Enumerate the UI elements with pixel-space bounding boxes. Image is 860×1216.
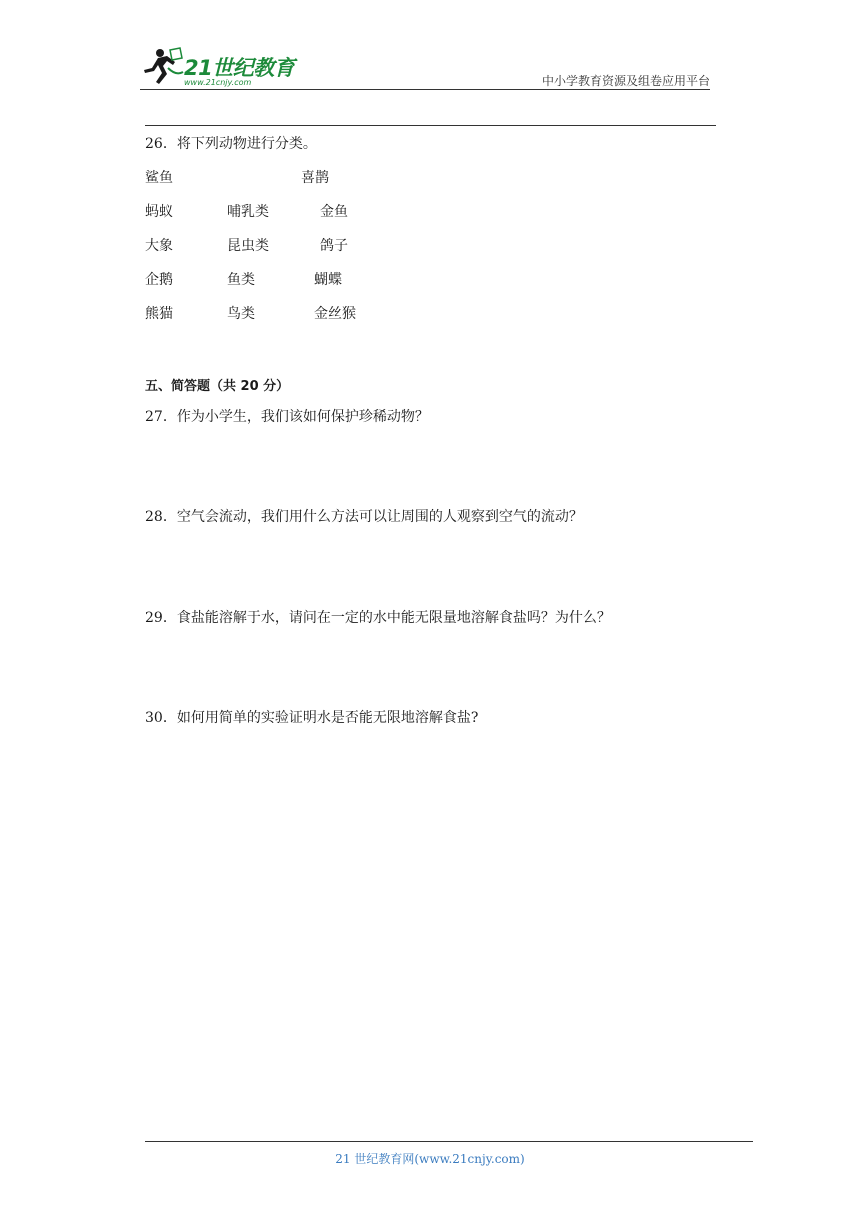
animal-item: 大象	[145, 238, 173, 254]
logo-text: 21世纪教育	[184, 56, 295, 80]
category-item: 昆虫类	[227, 238, 269, 254]
animal-item: 蚂蚁	[145, 204, 173, 220]
question-28: 28．空气会流动，我们用什么方法可以让周围的人观察到空气的流动？	[145, 509, 583, 525]
footer-divider	[145, 1141, 753, 1142]
runner-logo-icon	[140, 46, 184, 86]
animal-item: 喜鹊	[301, 170, 329, 186]
animal-item: 鲨鱼	[145, 170, 173, 186]
platform-title: 中小学教育资源及组卷应用平台	[541, 74, 710, 88]
logo-url: www.21cnjy.com	[184, 78, 252, 87]
footer-text: 21 世纪教育网(www.21cnjy.com)	[335, 1152, 525, 1166]
question-26-title: 26．将下列动物进行分类。	[145, 136, 317, 152]
question-27: 27．作为小学生，我们该如何保护珍稀动物？	[145, 409, 429, 425]
site-logo	[140, 44, 305, 90]
question-30: 30．如何用简单的实验证明水是否能无限地溶解食盐?	[145, 710, 479, 726]
animal-item: 蝴蝶	[314, 272, 342, 288]
animal-item: 企鹅	[145, 272, 173, 288]
section-heading: 五、简答题（共 20 分）	[145, 379, 290, 394]
header-divider	[140, 89, 710, 90]
animal-item: 金鱼	[320, 204, 348, 220]
category-item: 哺乳类	[227, 204, 269, 220]
animal-item: 鸽子	[320, 238, 348, 254]
content-divider	[145, 125, 716, 126]
category-item: 鸟类	[227, 306, 255, 322]
question-29: 29．食盐能溶解于水，请问在一定的水中能无限量地溶解食盐吗？为什么？	[145, 610, 611, 626]
animal-item: 金丝猴	[314, 306, 356, 322]
animal-item: 熊猫	[145, 306, 173, 322]
category-item: 鱼类	[227, 272, 255, 288]
